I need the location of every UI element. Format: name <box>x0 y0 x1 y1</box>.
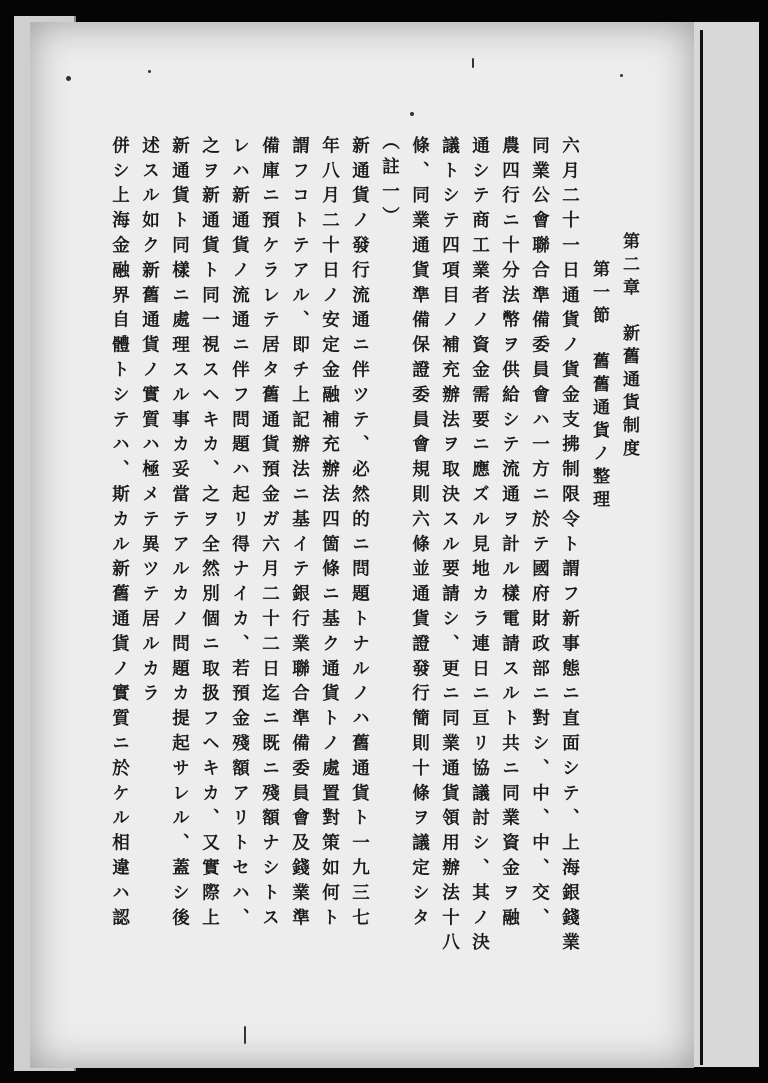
footnote-marker: （註一） <box>379 132 400 232</box>
text-column: 新通貨ト同樣ニ處理スル事カ妥當テアルカノ問題カ提起サレル、蓋シ後 <box>169 136 190 933</box>
text-column: 條、同業通貨準備保證委員會規則六條並通貨證發行簡則十條ヲ議定シタ <box>409 136 430 933</box>
text-column: 議トシテ四項目ノ補充辦法ヲ取決スル要請シ、更ニ同業通貨領用辦法十八 <box>439 136 460 958</box>
text-column: 謂フコトテアル、即チ上記辦法ニ基イテ銀行業聯合準備委員會及錢業準 <box>289 136 310 933</box>
text-column: 同業公會聯合準備委員會ハ一方ニ於テ國府財政部ニ對シ、中、中、交、 <box>529 136 550 933</box>
text-column: 六月二十一日通貨ノ貨金支拂制限令ト謂フ新事態ニ直面シテ、上海銀錢業 <box>559 136 580 958</box>
page-sheet <box>30 22 694 1068</box>
text-column: 備庫ニ預ケラレテ居タ舊通貨預金ガ六月二十二日迄ニ既ニ殘額ナシトス <box>259 136 280 933</box>
text-column: 新通貨ノ發行流通ニ伴ツテ、必然的ニ問題トナルノハ舊通貨ト一九三七 <box>349 136 370 933</box>
text-column: 通シテ商工業者ノ資金需要ニ應ズル見地カラ連日ニ亘リ協議討シ、其ノ決 <box>469 136 490 958</box>
section-heading: 第一節 舊舊通貨ノ整理 <box>589 260 609 513</box>
text-column: 農四行ニ十分法幣ヲ供給シテ流通ヲ計ル樣電請スルト共ニ同業資金ヲ融 <box>499 136 520 933</box>
text-column: レハ新通貨ノ流通ニ伴フ問題ハ起リ得ナイカ、若預金殘額アリトセハ、 <box>229 136 250 933</box>
text-column: 之ヲ新通貨ト同一視スヘキカ、之ヲ全然別個ニ取扱フヘキカ、又實際上 <box>199 136 220 933</box>
page-fold-line <box>700 30 703 1065</box>
text-column: 年八月二十日ノ安定金融補充辦法四箇條ニ基ク通貨トノ處置對策如何ト <box>319 136 340 933</box>
chapter-heading: 第二章 新舊通貨制度 <box>619 232 639 462</box>
text-column: 述スル如ク新舊通貨ノ實質ハ極メテ異ツテ居ルカラ <box>139 136 160 709</box>
text-column: 併シ上海金融界自體トシテハ、斯カル新舊通貨ノ實質ニ於ケル相違ハ認 <box>109 136 130 933</box>
